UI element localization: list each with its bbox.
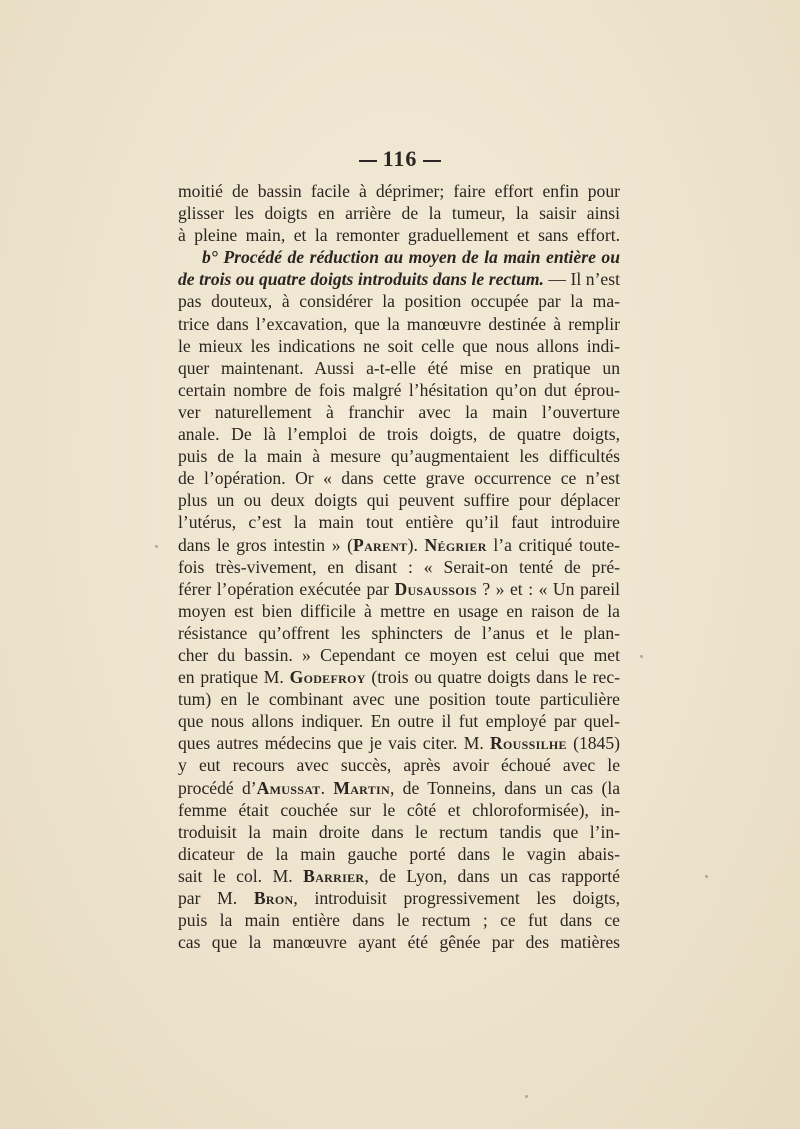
text-line xyxy=(178,754,620,776)
header-dash-right xyxy=(423,160,441,162)
text-line xyxy=(178,489,620,511)
text-segment: procédé d’ xyxy=(178,777,257,798)
text-segment: . xyxy=(320,777,334,798)
text-segment: troduisit la main droite dans le rectum tandis que l’in- xyxy=(178,821,620,842)
text-line xyxy=(178,578,620,600)
page-number: 116 xyxy=(382,146,418,171)
text-segment: de l’opération. Or « dans cette grave occurrence ce n’est xyxy=(178,468,620,489)
text-segment: — Il n’est xyxy=(543,269,620,290)
text-line xyxy=(178,777,620,799)
text-segment: anale. De là l’emploi de trois doigts, de quatre doigts, xyxy=(178,424,620,445)
text-line xyxy=(178,887,620,909)
text-line xyxy=(178,313,620,335)
text-line xyxy=(178,268,620,290)
text-line xyxy=(178,180,620,202)
text-segment: puis la main entière dans le rectum ; ce fut dans ce xyxy=(178,910,620,931)
text-line xyxy=(178,357,620,379)
text-segment: que nous allons indiquer. En outre il fut employé par quel- xyxy=(178,711,620,732)
text-segment: en pratique M. xyxy=(178,667,290,688)
text-segment: cher du bassin. » Cependant ce moyen est celui que met xyxy=(178,644,620,665)
text-segment: , de Lyon, dans un cas rapporté xyxy=(364,865,620,886)
text-line xyxy=(178,843,620,865)
text-segment: à pleine main, et la remonter graduellement et sans effort. xyxy=(178,225,620,246)
text-segment: le mieux les indications ne soit celle que nous allons indi- xyxy=(178,335,620,356)
text-segment: (trois ou quatre doigts dans le rec- xyxy=(365,667,620,688)
text-line xyxy=(178,821,620,843)
author-name: Bron xyxy=(253,888,294,908)
text-line xyxy=(178,710,620,732)
text-segment: , de Tonneins, dans un cas (la xyxy=(389,777,621,798)
author-name: Négrier xyxy=(424,534,487,555)
text-segment: plus un ou deux doigts qui peuvent suffire pour déplacer xyxy=(178,490,620,511)
text-segment: pas douteux, à considérer la position occupée par la ma- xyxy=(178,291,620,312)
author-name: Dusaussois xyxy=(394,578,477,599)
text-segment: férer l’opération exécutée par xyxy=(178,578,395,599)
text-segment: femme était couchée sur le côté et chloroformisée), in- xyxy=(178,799,620,820)
text-segment: moyen est bien difficile à mettre en usage en raison de la xyxy=(178,600,620,621)
text-segment: ques autres médecins que je vais citer. M. xyxy=(178,733,491,754)
text-segment: par M. xyxy=(178,888,254,908)
text-segment: certain nombre de fois malgré l’hésitation qu’on dut éprou- xyxy=(178,379,620,400)
text-line xyxy=(178,732,620,754)
text-line xyxy=(178,224,620,246)
text-segment: ver naturellement à franchir avec la main l’ouverture xyxy=(178,401,620,422)
text-segment: dans le gros intestin » ( xyxy=(178,534,354,555)
text-segment: l’utérus, c’est la main tout entière qu’il faut introduire xyxy=(178,512,620,533)
text-line xyxy=(178,931,620,953)
text-segment: y eut recours avec succès, après avoir échoué avec le xyxy=(178,755,620,776)
text-line xyxy=(178,290,620,312)
header-dash-left xyxy=(359,160,377,162)
text-segment: ? » et : « Un pareil xyxy=(476,578,620,599)
paper-speck xyxy=(640,655,643,658)
text-line xyxy=(178,401,620,423)
text-segment: (1845) xyxy=(566,733,620,754)
text-segment: cas que la manœuvre ayant été gênée par des matières xyxy=(178,932,620,953)
paper-speck xyxy=(525,1095,528,1098)
author-name: Martin xyxy=(333,777,390,798)
text-segment: puis de la main à mesure qu’augmentaient les difficultés xyxy=(178,446,620,467)
text-line xyxy=(178,202,620,224)
text-line xyxy=(178,865,620,887)
text-line xyxy=(178,556,620,578)
text-segment: dicateur de la main gauche porté dans le vagin abais- xyxy=(178,843,620,864)
text-segment: ). xyxy=(407,534,425,555)
text-segment: l’a critiqué toute- xyxy=(486,534,620,555)
italic-heading: de trois ou quatre doigts introduits dans le rectum. xyxy=(178,269,544,290)
text-line xyxy=(178,600,620,622)
text-segment: tum) en le combinant avec une position toute particulière xyxy=(178,689,620,710)
text-line xyxy=(178,909,620,931)
text-line xyxy=(178,644,620,666)
text-line xyxy=(178,423,620,445)
text-segment: trice dans l’excavation, que la manœuvre destinée à remplir xyxy=(178,313,620,334)
author-name: Godefroy xyxy=(289,667,366,688)
text-line xyxy=(178,467,620,489)
text-line xyxy=(178,799,620,821)
text-line xyxy=(178,511,620,533)
text-segment: fois très-vivement, en disant : « Serait-on tenté de pré- xyxy=(178,556,620,577)
text-line xyxy=(178,246,620,268)
text-line xyxy=(178,666,620,688)
paper-speck xyxy=(705,875,708,878)
text-line xyxy=(178,445,620,467)
paper-speck xyxy=(155,545,158,548)
text-line xyxy=(178,534,620,556)
text-line xyxy=(178,379,620,401)
italic-heading: b° Procédé de réduction au moyen de la main entière ou xyxy=(202,247,620,268)
text-line xyxy=(178,688,620,710)
text-segment: résistance qu’offrent les sphincters de l’anus et le plan- xyxy=(178,622,620,643)
text-line xyxy=(178,622,620,644)
author-name: Amussat xyxy=(256,777,321,798)
body-text xyxy=(178,180,620,953)
text-segment: sait le col. M. xyxy=(178,865,304,886)
text-segment: glisser les doigts en arrière de la tumeur, la saisir ainsi xyxy=(178,203,620,224)
text-segment: quer maintenant. Aussi a-t-elle été mise en pratique un xyxy=(178,357,620,378)
text-line xyxy=(178,335,620,357)
author-name: Roussilhe xyxy=(490,733,567,754)
text-segment: moitié de bassin facile à déprimer; faire effort enfin pour xyxy=(178,181,620,201)
page-header xyxy=(0,146,800,172)
author-name: Parent xyxy=(353,534,408,555)
author-name: Barrier xyxy=(303,865,365,886)
text-segment: , introduisit progressivement les doigts, xyxy=(293,888,620,908)
